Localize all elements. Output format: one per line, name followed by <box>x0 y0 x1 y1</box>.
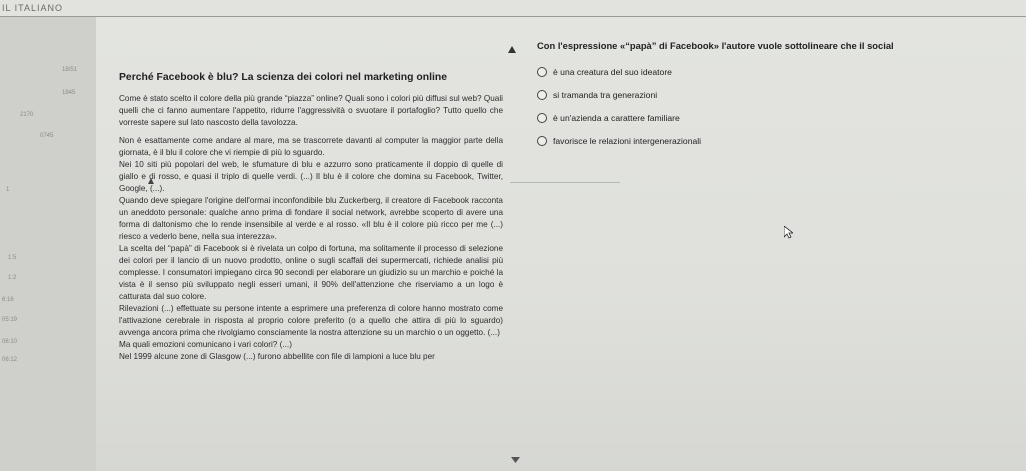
gutter-mark: 06:10 <box>2 339 18 345</box>
gutter-mark: 1 <box>6 187 10 193</box>
answer-option-a[interactable] <box>521 60 921 83</box>
paragraph: Nei 10 siti più popolari del web, le sfumature di blu e azzurro sono praticamente il doppio di quelle di giallo e di rosso, e quasi il triplo di quelle verdi. (...) Il blu è il colore che domina su Facebook, Twitter, Google, (...). <box>119 160 503 193</box>
arrow-up-icon <box>508 46 516 53</box>
answer-option-b[interactable] <box>521 83 921 106</box>
answer-label: è una creatura del suo ideatore <box>553 66 672 77</box>
paragraph: Rilevazioni (...) effettuate su persone intente a esprimere una preferenza di colore hanno mostrato come l'attivazione cerebrale in risposta al proprio colore preferito (o a quello che attira di più lo sguardo) avvenga ancora prima che rivolgiamo consciamente la nostra attenzione su un marchio o un oggetto. (...) <box>119 304 503 337</box>
radio-button[interactable] <box>537 67 547 77</box>
gutter-mark: 18/51 <box>62 67 78 73</box>
mouse-cursor-icon <box>784 226 793 239</box>
paragraph: Quando deve spiegare l'origine dell'ormai inconfondibile blu Zuckerberg, il creatore di Facebook racconta un aneddoto personale: qualche anno prima di fondare il social network, avrebbe scoperto di avere una forma di daltonismo che lo rende insensibile al verde e al rosso. «Il blu è il colore più ricco per me (...) riesco a vederlo bene, nella sua interezza». <box>119 196 503 241</box>
question-divider <box>510 182 620 183</box>
gutter-mark: 06:12 <box>2 357 18 363</box>
answer-option-c[interactable] <box>521 106 921 129</box>
answer-label: si tramanda tra generazioni <box>553 89 658 100</box>
header-label: IL ITALIANO <box>2 3 64 13</box>
gutter-mark: 1:2 <box>8 275 17 281</box>
question-prompt: Con l'espressione «“papà” di Facebook» l'autore vuole sottolineare che il social <box>537 40 894 51</box>
answer-label: favorisce le relazioni intergenerazionali <box>553 135 702 146</box>
paragraph: La scelta del “papà” di Facebook si è rivelata un colpo di fortuna, ma solitamente il processo di selezione dei colori per il lancio di un nuovo prodotto, online o sugli scaffali dei supermercati, richiede analisi più complesse. I consumatori impiegano circa 90 secondi per elaborare un giudizio su un marchio e poiché la vista è il senso più sviluppato negli esseri umani, il 90% dell'attenzione che riserviamo a un logo è catturata dal suo colore. <box>119 244 503 301</box>
paragraph-intro: Come è stato scelto il colore della più grande “piazza” online? Quali sono i colori più diffusi sul web? Quali quelli che ci fanno aumentare l'appetito, ridurre l'aggressività o svuotare il portafoglio? Tutto quello che vorreste sapere sul lato nascosto della tavolozza. <box>119 94 503 127</box>
radio-button[interactable] <box>537 136 547 146</box>
gutter-mark: 6:16 <box>2 297 14 303</box>
radio-button[interactable] <box>537 90 547 100</box>
chevron-down-icon <box>511 457 520 463</box>
gutter-mark: 0745 <box>40 133 54 139</box>
gutter-mark: 1:5 <box>8 255 17 261</box>
answer-option-d[interactable] <box>521 129 921 152</box>
article <box>119 72 503 363</box>
answer-label: è un'azienda a carattere familiare <box>553 112 680 123</box>
question-panel <box>521 40 921 152</box>
left-gutter <box>0 17 96 471</box>
article-title: Perché Facebook è blu? La scienza dei colori nel marketing online <box>119 72 447 83</box>
paragraph: Ma quali emozioni comunicano i vari colori? (...) <box>119 340 292 349</box>
radio-button[interactable] <box>537 113 547 123</box>
paragraph: Nel 1999 alcune zone di Glasgow (...) furono abbellite con file di lampioni a luce blu per <box>119 352 435 361</box>
paragraph: Non è esattamente come andare al mare, ma se trascorrete davanti al computer la maggior parte della giornata, è il blu il colore che vi riempie di più lo sguardo. <box>119 136 503 157</box>
gutter-mark: 2170 <box>20 112 34 118</box>
gutter-mark: 1845 <box>62 90 76 96</box>
gutter-mark: 05:19 <box>2 317 18 323</box>
